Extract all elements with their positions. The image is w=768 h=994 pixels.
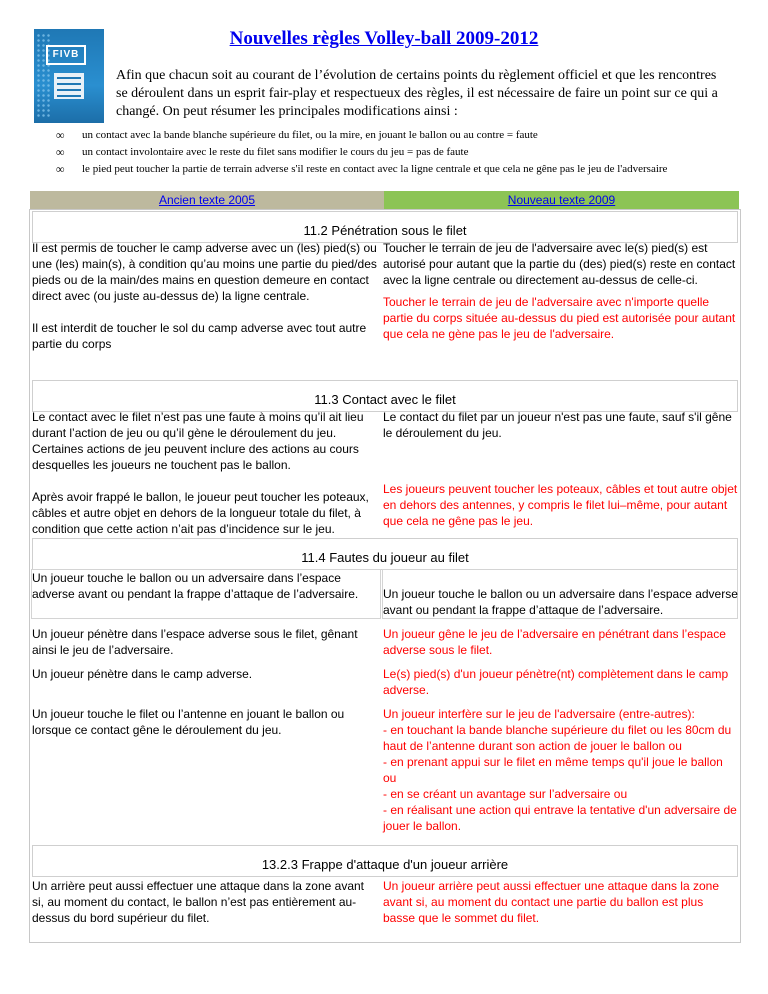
column-header-old xyxy=(30,191,384,209)
list-item: ∞ un contact avec la bande blanche supérieure du filet, ou la mire, en jouant le ballon ou au contre = faute xyxy=(56,128,538,142)
new-text-cell: Un joueur interfère sur le jeu de l'adversaire (entre-autres): - en touchant la bande blanche supérieure du filet ou les 80cm du haut de l’antenne durant son action de jouer le ballon ou - en prenant appui sur le filet en même temps qu'il joue le ballon ou - en se créant un avantage sur l’adversaire ou - en réalisant une action qui entrave la tentative d'un adversaire de jouer le ballon. xyxy=(383,707,737,833)
old-text-cell: Il est permis de toucher le camp adverse avec un (les) pied(s) ou une (les) main(s), à condition qu’au moins une partie du pied/des pieds ou de la main/des mains en question demeure en contact direct avec (ou juste au-dessus de) la ligne centrale. Il est interdit de toucher le sol du camp adverse avec tout autre partie du corps xyxy=(32,241,377,351)
page-title[interactable]: Nouvelles règles Volley-ball 2009-2012 xyxy=(229,28,539,49)
new-text-cell: Un joueur gêne le jeu de l’adversaire en pénétrant dans l’espace adverse sous le filet. xyxy=(383,627,726,657)
old-text-cell: Le contact avec le filet n’est pas une faute à moins qu’il ait lieu durant l’action de jeu ou qu’il gène le déroulement du jeu. Certaines actions de jeu peuvent inclure des actions au cours desquelles les joueurs ne touchent pas le ballon. Après avoir frappé le ballon, le joueur peut toucher les poteaux, câbles et autre objet en dehors de la longueur totale du filet, à condition que cette action n’ait pas d’incidence sur le jeu. xyxy=(32,410,369,536)
section-heading: 11.4 Fautes du joueur au filet xyxy=(32,538,738,570)
changes-list xyxy=(56,127,667,178)
cover-label xyxy=(54,73,84,99)
section-heading: 11.3 Contact avec le filet xyxy=(32,380,738,412)
list-item: ∞ le pied peut toucher la partie de terrain adverse s'il reste en contact avec la ligne centrale et que cela ne gêne pas le jeu de l'adversaire xyxy=(56,162,668,176)
section-heading: 13.2.3 Frappe d'attaque d'un joueur arrière xyxy=(32,845,738,877)
old-text-cell: Un joueur touche le ballon ou un adversaire dans l’espace adverse avant ou pendant la frappe d’attaque de l’adversaire. xyxy=(32,571,359,601)
new-text-cell: Un joueur touche le ballon ou un adversaire dans l’espace adverse avant ou pendant la frappe d’attaque de l’adversaire. xyxy=(383,587,738,617)
old-text-cell: Un joueur pénètre dans le camp adverse. xyxy=(32,667,253,681)
old-text-cell: Un joueur touche le filet ou l’antenne en jouant le ballon ou lorsque ce contact gêne le déroulement du jeu. xyxy=(32,707,345,737)
infinity-bullet-icon: ∞ xyxy=(56,145,65,159)
old-text-cell: Un arrière peut aussi effectuer une attaque dans la zone avant si, au moment du contact, le ballon n’est pas entièrement au-dessus du bord supérieur du filet. xyxy=(32,879,364,925)
old-text-cell: Un joueur pénètre dans l’espace adverse sous le filet, gênant ainsi le jeu de l’adversaire. xyxy=(32,627,358,657)
fivb-logo: FIVB xyxy=(46,45,86,65)
list-item: ∞ un contact involontaire avec le reste du filet sans modifier le cours du jeu = pas de faute xyxy=(56,145,469,159)
section-heading: 11.2 Pénétration sous le filet xyxy=(32,211,738,243)
infinity-bullet-icon: ∞ xyxy=(56,128,65,142)
column-header-new xyxy=(384,191,739,209)
new-text-cell: Toucher le terrain de jeu de l'adversaire avec le(s) pied(s) est autorisé pour autant que la partie du (des) pied(s) reste en contact avec la ligne centrale ou directement au-dessus de celle-ci. Toucher le terrain de jeu de l'adversaire avec n'importe quelle partie du corps située au-dessus du pied est autorisée pour autant que cela ne gène pas le jeu de l'adversaire. xyxy=(383,241,736,341)
intro-paragraph: Afin que chacun soit au courant de l’évolution de certains points du règlement officiel et que les rencontres se déroulent dans un esprit fair-play et respectueux des règles, il est nécessaire de faire un point sur ce qui a changé. On peut résumer les principales modifications ainsi : xyxy=(116,68,718,119)
new-text-cell: Le(s) pied(s) d'un joueur pénètre(nt) complètement dans le camp adverse. xyxy=(383,667,729,697)
new-text-cell: Le contact du filet par un joueur n'est pas une faute, sauf s'il gêne le déroulement du jeu. Les joueurs peuvent toucher les poteaux, câbles et tout autre objet en dehors des antennes, y compris le filet lui–même, pour autant que cela ne gêne pas le jeu. xyxy=(383,410,738,528)
new-text-link[interactable]: Nouveau texte 2009 xyxy=(507,193,616,207)
new-text-cell: Un joueur arrière peut aussi effectuer une attaque dans la zone avant si, au moment du contact une partie du ballon est plus basse que le sommet du filet. xyxy=(383,879,719,925)
infinity-bullet-icon: ∞ xyxy=(56,162,65,176)
old-text-link[interactable]: Ancien texte 2005 xyxy=(158,193,256,207)
